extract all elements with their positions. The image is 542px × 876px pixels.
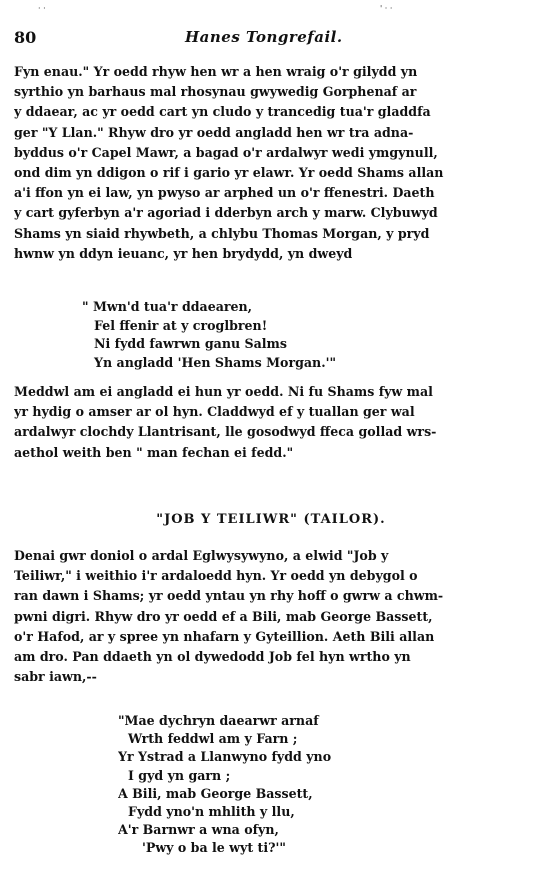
text-line: yr hydig o amser ar ol hyn. Claddwyd ef y tuallan ger wal <box>14 404 415 420</box>
text-line: y cart gyferbyn a'r agoriad i dderbyn arch y marw. Clybuwyd <box>14 205 438 221</box>
verse-line: Yr Ystrad a Llanwyno fydd yno <box>118 749 332 765</box>
text-line: a'i ffon yn ei law, yn pwyso ar arphed un o'r ffenestri. Daeth <box>14 185 435 201</box>
text-line: pwni digri. Rhyw dro yr oedd ef a Bili, mab George Bassett, <box>14 608 433 624</box>
verse-line: Ni fydd fawrwn ganu Salms <box>94 336 287 351</box>
page-number: 80 <box>14 28 37 47</box>
text-line: syrthio yn barhaus mal rhosynau gwywedig Gorphenaf ar <box>14 84 417 100</box>
paragraph-2 <box>14 382 530 463</box>
verse-line: Fel ffenir at y croglbren! <box>94 317 268 333</box>
text-line: Shams yn siaid rhywbeth, a chlybu Thomas Morgan, y pryd <box>14 225 430 241</box>
verse-line: I gyd yn garn ; <box>128 767 231 783</box>
verse-line: Yn angladd 'Hen Shams Morgan.'" <box>94 354 337 370</box>
text-line: ger "Y Llan." Rhyw dro yr oedd angladd hen wr tra adna- <box>14 124 414 140</box>
running-head-title: Hanes Tongrefail. <box>185 28 343 46</box>
text-line: sabr iawn,-- <box>14 669 97 685</box>
text-line: Denai gwr doniol o ardal Eglwysywyno, a elwid "Job y <box>14 548 389 563</box>
verse-line: Wrth feddwl am y Farn ; <box>128 731 298 747</box>
verse-line: Fydd yno'n mhlith y llu, <box>128 804 295 820</box>
section-heading: "JOB Y TEILIWR" (TAILOR). <box>156 512 386 527</box>
verse-line: A Bili, mab George Bassett, <box>118 785 313 801</box>
print-speck: ' · · <box>380 4 393 13</box>
text-line: o'r Hafod, ar y spree yn nhafarn y Gyteillion. Aeth Bili allan <box>14 628 435 644</box>
text-line: hwnw yn ddyn ieuanc, yr hen brydydd, yn dweyd <box>14 245 353 261</box>
text-line: Fyn enau." Yr oedd rhyw hen wr a hen wraig o'r gilydd yn <box>14 64 418 79</box>
text-line: Meddwl am ei angladd ei hun yr oedd. Ni fu Shams fyw mal <box>14 384 433 399</box>
print-speck: · · <box>38 4 46 13</box>
paragraph-3 <box>14 546 530 687</box>
verse-line: " Mwn'd tua'r ddaearen, <box>82 299 253 314</box>
verse-line: 'Pwy o ba le wyt ti?'" <box>142 840 286 856</box>
text-line: ardalwyr clochdy Llantrisant, lle gosodwyd ffeca gollad wrs- <box>14 424 437 440</box>
paragraph-1 <box>14 62 530 264</box>
text-line: y ddaear, ac yr oedd cart yn cludo y trancedig tua'r gladdfa <box>14 104 431 120</box>
verse-2 <box>118 712 331 858</box>
text-line: ond dim yn ddigon o rif i gario yr elawr. Yr oedd Shams allan <box>14 165 444 181</box>
text-line: am dro. Pan ddaeth yn ol dywedodd Job fel hyn wrtho yn <box>14 649 411 665</box>
verse-line: "Mae dychryn daearwr arnaf <box>118 713 319 728</box>
text-line: byddus o'r Capel Mawr, a bagad o'r ardalwyr wedi ymgynull, <box>14 144 438 160</box>
verse-line: A'r Barnwr a wna ofyn, <box>118 822 279 838</box>
text-line: aethol weith ben " man fechan ei fedd." <box>14 444 294 460</box>
text-line: ran dawn i Shams; yr oedd yntau yn rhy hoff o gwrw a chwm- <box>14 588 444 604</box>
verse-1 <box>82 298 336 372</box>
text-line: Teiliwr," i weithio i'r ardaloedd hyn. Yr oedd yn debygol o <box>14 568 418 584</box>
